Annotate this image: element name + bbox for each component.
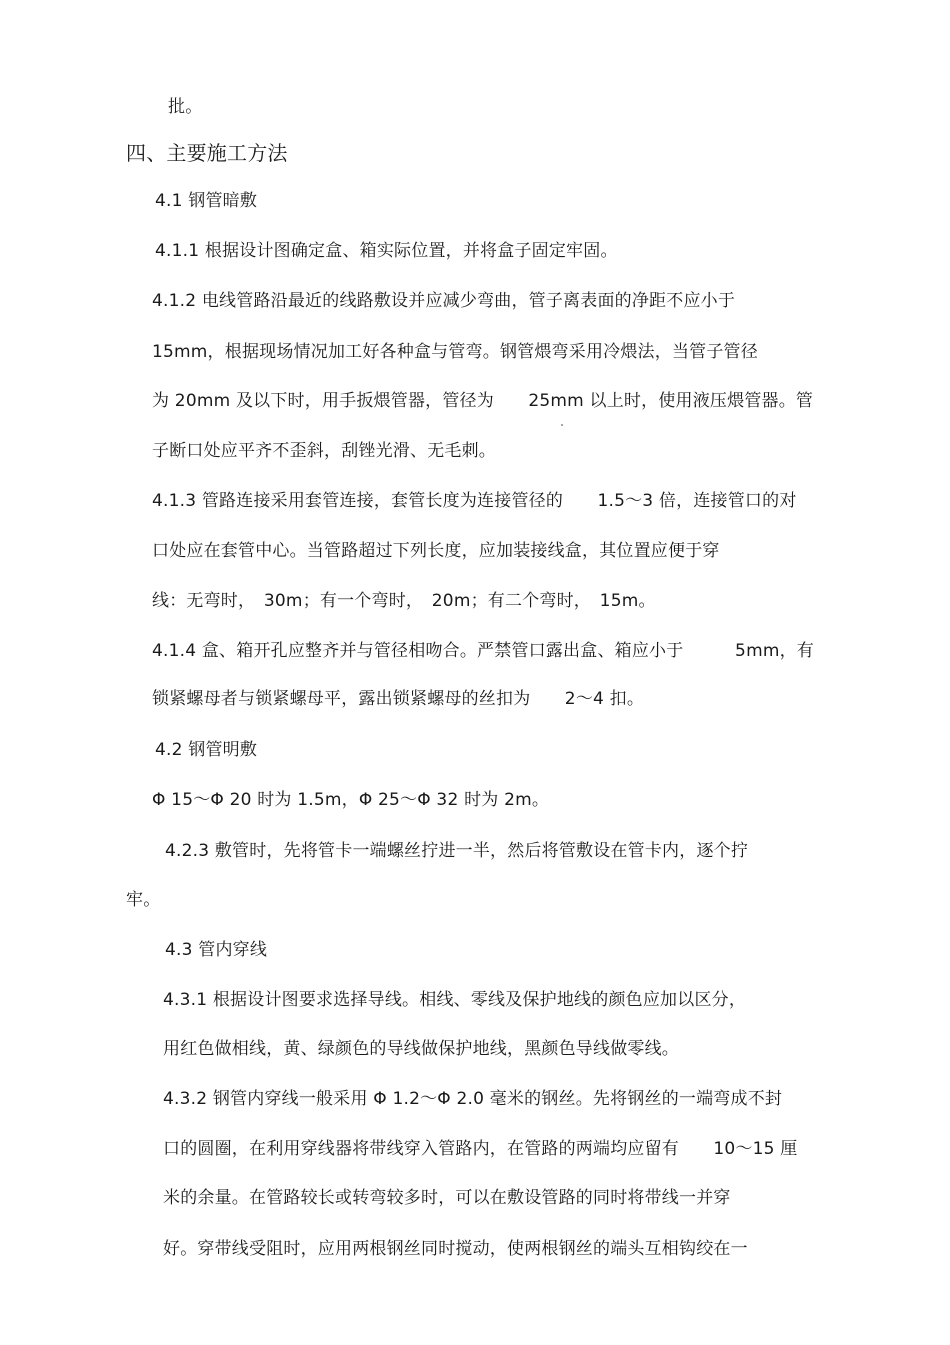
text-line: 锁紧螺母者与锁紧螺母平，露出锁紧螺母的丝扣为 2～4 扣。	[152, 689, 645, 709]
text-line: 批。	[168, 97, 203, 117]
text-line: 4.1.3 管路连接采用套管连接，套管长度为连接管径的 1.5～3 倍，连接管口的对	[152, 491, 797, 511]
text-line: 为 20mm 及以下时，用手扳煨管器，管径为 25mm 以上时，使用液压煨管器。管	[152, 391, 814, 411]
text-line: 好。穿带线受阻时，应用两根钢丝同时搅动，使两根钢丝的端头互相钩绞在一	[163, 1239, 748, 1259]
subsection-heading: 4.3 管内穿线	[165, 940, 268, 960]
stray-dot	[561, 424, 563, 426]
text-line: 米的余量。在管路较长或转弯较多时，可以在敷设管路的同时将带线一并穿	[163, 1188, 731, 1208]
text-line: 4.1.1 根据设计图确定盒、箱实际位置，并将盒子固定牢固。	[155, 241, 618, 261]
text-line: 牢。	[126, 890, 161, 910]
text-line: 4.3.2 钢管内穿线一般采用 Φ 1.2～Φ 2.0 毫米的钢丝。先将钢丝的一端弯成不封	[163, 1089, 783, 1109]
text-line: 4.1.2 电线管路沿最近的线路敷设并应减少弯曲，管子离表面的净距不应小于	[152, 291, 736, 311]
section-heading: 四、主要施工方法	[126, 141, 288, 165]
text-line: 15mm，根据现场情况加工好各种盒与管弯。钢管煨弯采用冷煨法，当管子管径	[152, 342, 758, 362]
text-line: 4.2.3 敷管时，先将管卡一端螺丝拧进一半，然后将管敷设在管卡内，逐个拧	[165, 841, 749, 861]
text-line: 子断口处应平齐不歪斜，刮锉光滑、无毛刺。	[152, 441, 496, 461]
text-line: 口的圆圈，在利用穿线器将带线穿入管路内，在管路的两端均应留有 10～15 厘	[163, 1139, 798, 1159]
text-line: 4.1.4 盒、箱开孔应整齐并与管径相吻合。严禁管口露出盒、箱应小于 5mm，有	[152, 641, 814, 661]
subsection-heading: 4.2 钢管明敷	[155, 740, 258, 760]
text-line: 4.3.1 根据设计图要求选择导线。相线、零线及保护地线的颜色应加以区分，	[163, 990, 747, 1010]
text-line: Φ 15～Φ 20 时为 1.5m，Φ 25～Φ 32 时为 2m。	[152, 790, 550, 810]
text-line: 线：无弯时， 30m；有一个弯时， 20m；有二个弯时， 15m。	[152, 591, 656, 611]
text-line: 口处应在套管中心。当管路超过下列长度，应加装接线盒，其位置应便于穿	[152, 541, 720, 561]
text-line: 用红色做相线，黄、绿颜色的导线做保护地线，黑颜色导线做零线。	[163, 1039, 679, 1059]
subsection-heading: 4.1 钢管暗敷	[155, 191, 258, 211]
